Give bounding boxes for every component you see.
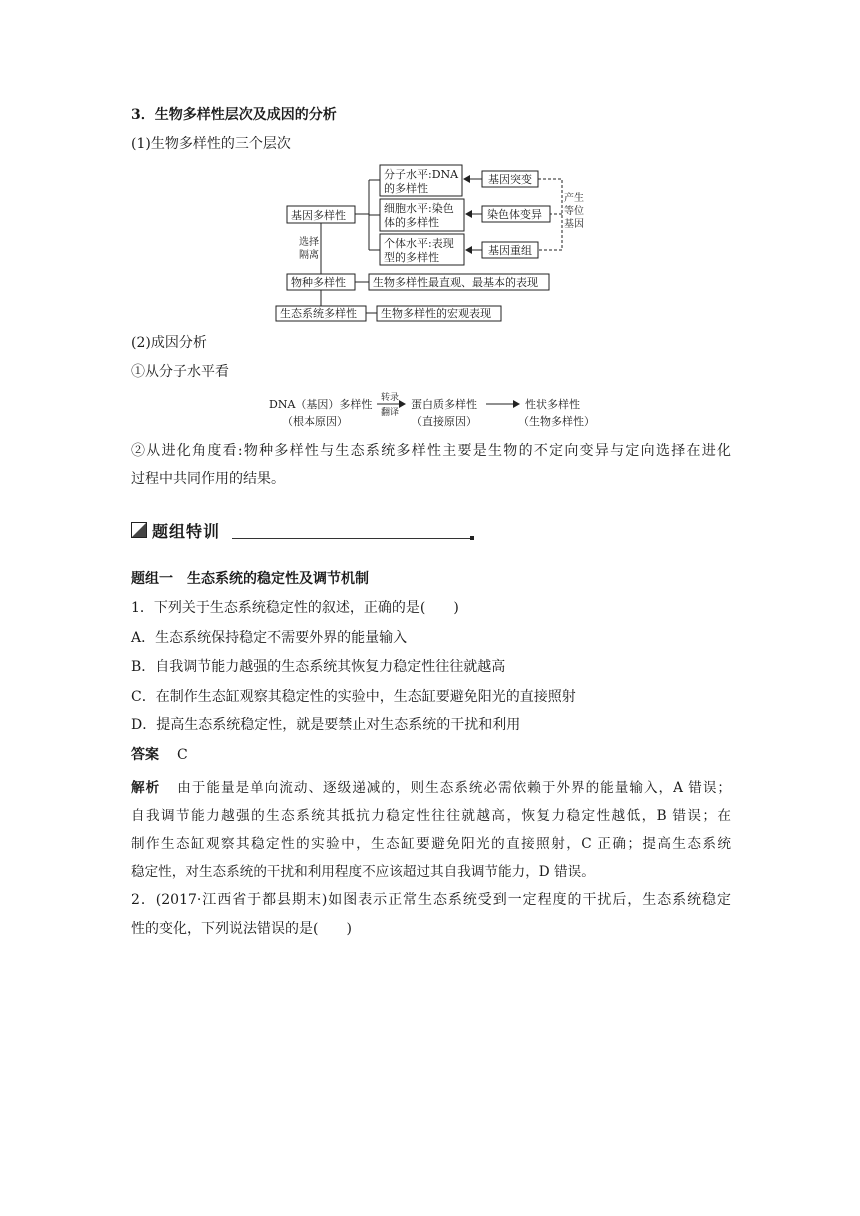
analysis-label: 解析 [131,780,161,796]
chromosome-variation-label: 染色体变异 [487,208,542,221]
species-desc-label: 生物多样性最直观、最基本的表现 [373,276,538,289]
banner-rule [232,538,470,539]
evolution-view-line2: 过程中共同作用的结果。 [131,471,285,487]
banner-title: 题组特训 [152,522,221,541]
question-2-line2: 性的变化，下列说法错误的是( ) [131,921,352,937]
genetic-diversity-label: 基因多样性 [291,209,346,222]
analysis-text-1: 由于能量是单向流动、逐级递减的，则生态系统必需依赖于外界的能量输入，A 错误； [176,780,732,796]
option-b: B．自我调节能力越强的生态系统其恢复力稳定性往往就越高 [131,659,506,675]
diversity-levels-diagram [0,0,860,340]
section-heading: 3．生物多样性层次及成因的分析 [131,107,337,123]
answer-value: C [177,747,188,763]
subsection-title-2: (2)成因分析 [131,335,207,351]
species-diversity-label: 物种多样性 [291,276,346,289]
option-d: D．提高生态系统稳定性，就是要禁止对生态系统的干扰和利用 [131,717,521,733]
question-1: 1．下列关于生态系统稳定性的叙述，正确的是( ) [131,600,459,616]
transcription-label: 转录 [381,393,400,403]
dna-diversity-label: DNA（基因）多样性 [269,398,373,411]
question-2-line1: 2．(2017·江西省于都县期末)如图表示正常生态系统受到一定程度的干扰后，生态系统稳定 [131,892,731,908]
direct-cause-label: （直接原因） [411,415,477,428]
answer-row [131,745,188,765]
molecular-level-line1: 分子水平:DNA [384,168,459,181]
protein-diversity-label: 蛋白质多样性 [411,398,477,411]
individual-level-line1: 个体水平:表现 [384,237,454,250]
select-label: 选择 [299,237,319,248]
option-a: A．生态系统保持稳定不需要外界的能量输入 [131,630,408,646]
ecosystem-diversity-label: 生态系统多样性 [280,307,357,320]
gene-recombination-label: 基因重组 [488,244,532,257]
analysis-line-4: 稳定性，对生态系统的干扰和利用程度不应该超过其自我调节能力，D 错误。 [131,864,595,880]
root-cause-label: （根本原因） [282,415,348,428]
allele-label-2: 基因 [564,219,584,230]
individual-level-line2: 型的多样性 [384,251,439,264]
molecular-flow-diagram [0,380,860,440]
translation-label: 翻译 [381,408,400,418]
option-c: C．在制作生态缸观察其稳定性的实验中，生态缸要避免阳光的直接照射 [131,689,576,705]
molecular-level-line2: 的多样性 [384,182,428,195]
answer-label: 答案 [131,747,159,763]
group-title: 题组一 生态系统的稳定性及调节机制 [131,571,369,587]
gene-mutation-label: 基因突变 [488,173,532,186]
cellular-level-line1: 细胞水平:染色 [384,202,454,215]
produce-label: 产生 [564,193,584,204]
allele-label-1: 等位 [564,206,584,217]
subsection-title: (1)生物多样性的三个层次 [131,136,291,152]
analysis-line-1 [131,774,731,802]
trait-diversity-label: 性状多样性 [525,398,580,411]
isolate-label: 隔离 [299,250,319,261]
analysis-line-3: 制作生态缸观察其稳定性的实验中，生态缸要避免阳光的直接照射，C 正确；提高生态系统 [131,836,731,852]
banner-dot [470,536,474,540]
cellular-level-line2: 体的多样性 [384,216,439,229]
evolution-view-line1: ②从进化角度看:物种多样性与生态系统多样性主要是生物的不定向变异与定向选择在进化 [131,443,731,459]
banner-icon [131,522,147,538]
biodiversity-note-label: （生物多样性） [518,415,595,428]
molecular-view-item: ①从分子水平看 [131,364,229,380]
ecosystem-desc-label: 生物多样性的宏观表现 [381,307,491,320]
analysis-line-2: 自我调节能力越强的生态系统其抵抗力稳定性往往就越高，恢复力稳定性越低，B 错误；在 [131,808,731,824]
